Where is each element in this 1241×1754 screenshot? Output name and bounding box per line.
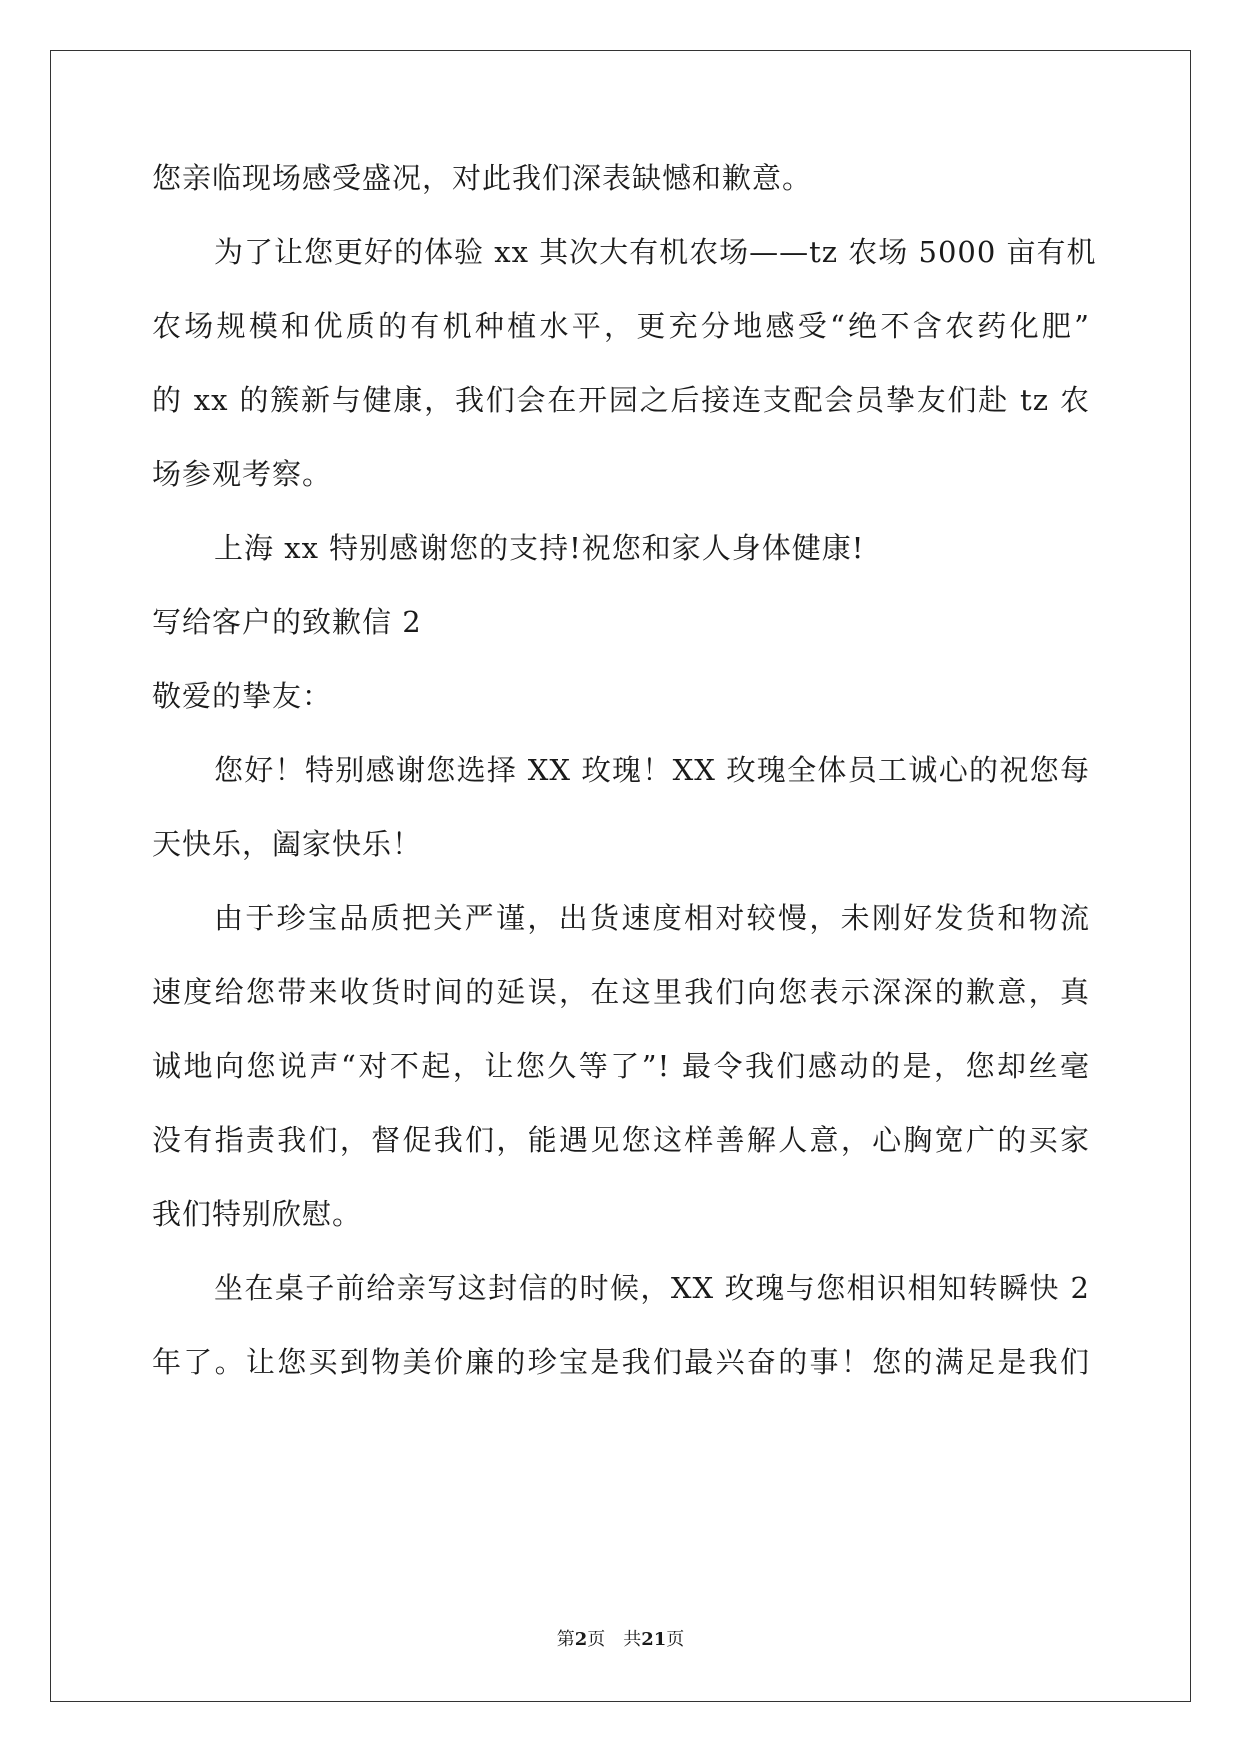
text-line-11: 由于珍宝品质把关严谨，出货速度相对较慢，未刚好发货和物流 [214,901,1090,935]
footer-prefix: 第 [556,1629,575,1650]
text-line-16: 坐在桌子前给亲写这封信的时候，XX 玫瑰与您相识相知转瞬快 2 [214,1271,1090,1305]
text-line-1: 您亲临现场感受盛况，对此我们深表缺憾和歉意。 [152,161,813,195]
text-line-15: 我们特别欣慰。 [152,1197,363,1231]
text-line-4: 的 xx 的簇新与健康，我们会在开园之后接连支配会员挚友们赴 tz 农 [152,383,1090,417]
footer-mid: 页 共 [587,1629,642,1650]
footer-total-pages: 21 [641,1629,667,1650]
text-line-3: 农场规模和优质的有机种植水平，更充分地感受“绝不含农药化肥” [152,309,1090,343]
footer-page-number: 2 [574,1629,588,1650]
text-line-17: 年了。让您买到物美价廉的珍宝是我们最兴奋的事！您的满足是我们 [152,1345,1090,1379]
text-line-9: 您好！特别感谢您选择 XX 玫瑰！XX 玫瑰全体员工诚心的祝您每 [214,753,1090,787]
text-line-2: 为了让您更好的体验 xx 其次大有机农场——tz 农场 5000 亩有机 [214,235,1097,269]
text-line-13: 诚地向您说声“对不起，让您久等了”! 最令我们感动的是，您却丝毫 [152,1049,1090,1083]
section-heading: 写给客户的致歉信 2 [152,605,422,639]
salutation: 敬爱的挚友： [152,679,333,713]
text-line-5: 场参观考察。 [152,457,333,491]
page-footer [0,1628,1241,1652]
footer-suffix: 页 [666,1629,685,1650]
text-line-6: 上海 xx 特别感谢您的支持!祝您和家人身体健康! [214,531,865,565]
text-line-14: 没有指责我们，督促我们，能遇见您这样善解人意，心胸宽广的买家 [152,1123,1090,1157]
text-line-12: 速度给您带来收货时间的延误，在这里我们向您表示深深的歉意，真 [152,975,1090,1009]
text-line-10: 天快乐，阖家快乐！ [152,827,423,861]
page-border [50,50,1191,1702]
